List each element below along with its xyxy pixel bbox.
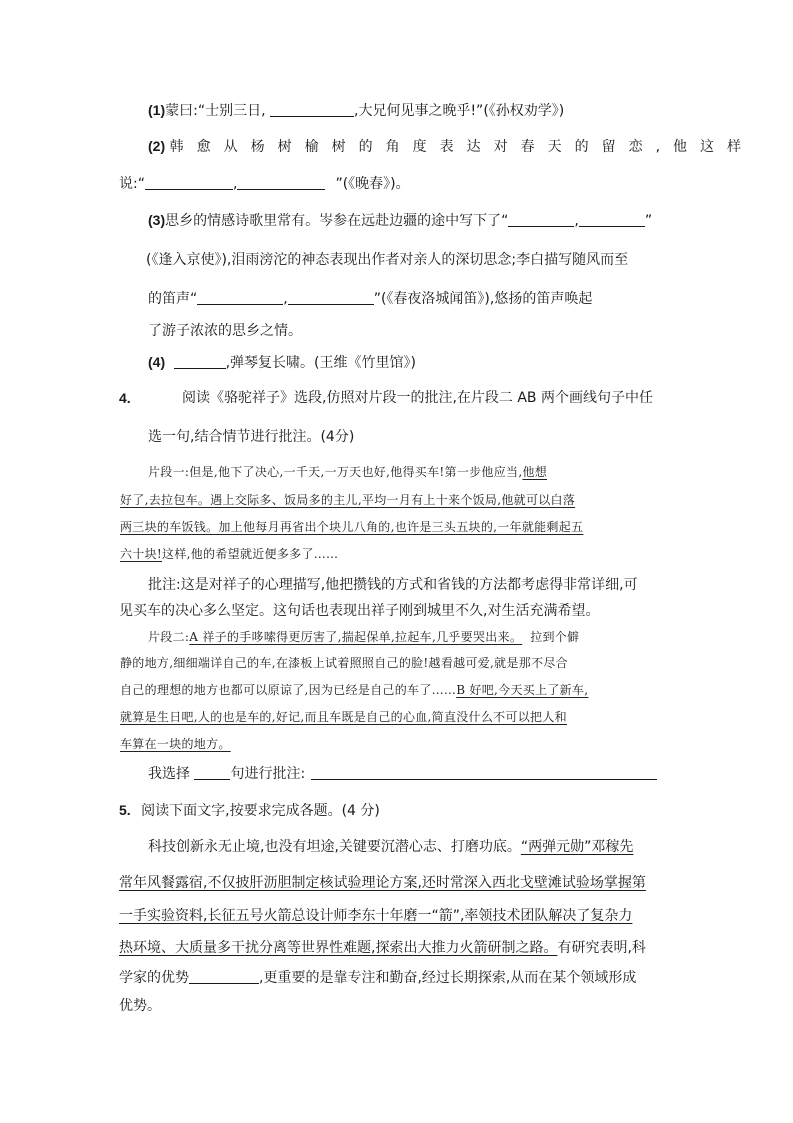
fill-blank[interactable]: [270, 102, 354, 117]
q3-item-3-line-2: [146, 250, 628, 270]
fill-blank[interactable]: [579, 212, 645, 227]
fragment-2-line-1: 片段二:A 祥子的手哆嗦得更厉害了,揣起保单,拉起车,几乎要哭出来。 拉到个僻: [148, 630, 580, 644]
q3-item-2: [148, 136, 754, 157]
fragment-1-line-1: 片段一:但是,他下了决心,一千天,一万天也好,他得买车!第一步他应当,他想: [148, 465, 548, 479]
q3-item-3-text-h: 了游子浓浓的思乡之情。: [148, 323, 302, 339]
sentence-b: B 好吧,今天买上了新车,: [456, 683, 589, 697]
fragment-2-line-4: 就算是生日吧,人的也是车的,好记,而且车既是自己的心血,简直没什么不可以把人和: [120, 710, 567, 724]
q5-text-line-3: 一手实验资料,长征五号火箭总设计师李东十年磨一“箭”,率领技术团队解决了复杂力: [119, 908, 633, 924]
fill-blank[interactable]: [288, 290, 374, 305]
fill-blank[interactable]: [189, 969, 259, 984]
fragment-1-line-2: 好了,去拉包车。遇上交际多、饭局多的主儿,平均一月有上十来个饭局,他就可以白落: [120, 493, 576, 507]
q5-text-line-1: 科技创新永无止境,也没有坦途,关键要沉潜心志、打磨功底。“两弹元勋”邓稼先: [148, 839, 634, 855]
item-label: (1): [148, 102, 166, 118]
q3-item-1-text-a: 蒙曰:“士别三日,: [165, 103, 266, 119]
q3-item-3-text-f: ,: [283, 291, 288, 307]
q3-item-3-text-e: 的笛声“: [148, 291, 198, 307]
q5-text-line-4: 热环境、大质量多干扰分离等世界性难题,探索出大推力火箭研制之路。有研究表明,科: [119, 940, 646, 956]
q3-item-4: [148, 352, 416, 373]
fill-blank[interactable]: [145, 175, 233, 190]
fragment-2-line-3: 自己的理想的地方也都可以原谅了,因为已经是自己的车了……B 好吧,今天买上了新车,: [120, 683, 589, 697]
q3-item-3-line-3: [148, 289, 592, 309]
q3-item-3-text-a: 思乡的情感诗歌里常有。岑参在远赴边疆的途中写下了“: [165, 213, 509, 229]
annotation-answer-field[interactable]: [311, 765, 657, 780]
q3-item-3-line-4: [148, 321, 302, 341]
fill-blank[interactable]: [174, 354, 226, 369]
q5-text-line-5: 学家的优势 ,更重要的是靠专注和勤奋,经过长期探索,从而在某个领域形成: [119, 970, 637, 986]
annotation-line-1: 批注:这是对祥子的心理描写,他把攒钱的方式和省钱的方法都考虑得非常详细,可: [148, 577, 638, 593]
q4-stem-line-2: 选一句,结合情节进行批注。(4分): [148, 429, 355, 445]
fragment-1-line-3: 两三块的车饭钱。加上他每月再省出个块儿八角的,也许是三头五块的,一年就能剩起五: [120, 520, 584, 534]
q5-text-line-6: 优势。: [119, 998, 161, 1014]
q3-item-3-text-c: ”: [644, 213, 653, 229]
fill-blank[interactable]: [508, 212, 574, 227]
q3-item-4-text: ,弹琴复长啸。(王维《竹里馆》): [225, 355, 416, 371]
item-label: (2): [148, 138, 166, 154]
q3-item-2-line-2: [119, 174, 410, 194]
fragment-1-line-4: 六十块!这样,他的希望就近便多多了……: [120, 547, 339, 561]
q4-stem-line-1: 阅读《骆驼祥子》选段,仿照对片段一的批注,在片段二 AB 两个画线句子中任: [182, 390, 653, 406]
item-label: (4): [148, 354, 166, 370]
q3-item-2-text-a: 韩愈从杨树榆树的角度表达对春天的留恋,他这样: [169, 139, 755, 155]
fill-blank[interactable]: [197, 290, 283, 305]
sentence-a: A 祥子的手哆嗦得更厉害了,揣起保单,拉起车,几乎要哭出来。: [189, 630, 523, 644]
fill-blank[interactable]: [237, 175, 325, 190]
q3-item-2-text-d: ”(《晚春》)。: [335, 176, 410, 192]
fragment-2-line-2: 静的地方,细细端详自己的车,在漆板上试着照照自己的脸!越看越可爱,就是那不尽合: [120, 656, 568, 670]
q5-text-line-2: 常年风餐露宿,不仅披肝沥胆制定核试验理论方案,还时常深入西北戈壁滩试验场掌握第: [119, 875, 646, 891]
q3-item-2-text-b: 说:“: [119, 176, 145, 192]
q3-item-3-text-d: (《逢入京使》),泪雨滂沱的神态表现出作者对亲人的深切思念;李白描写随风而至: [146, 252, 629, 268]
q3-item-3-text-g: ”(《春夜洛城闻笛》),悠扬的笛声唤起: [373, 291, 593, 307]
fragment-2-line-5: 车算在一块的地方。: [120, 737, 231, 751]
q3-item-3-text-b: ,: [574, 213, 579, 229]
sentence-choice-blank[interactable]: [194, 765, 230, 780]
q3-item-1: [148, 100, 564, 121]
q3-item-1-text-b: ,大兄何见事之晚乎!”(《孙权劝学》): [354, 103, 565, 119]
answer-line: 我选择 句进行批注:: [148, 764, 657, 784]
q4-number: 4.: [119, 390, 131, 406]
q3-item-3: [148, 210, 652, 231]
item-label: (3): [148, 212, 166, 228]
q5-stem: 5. 阅读下面文字,按要求完成各题。(4 分): [119, 802, 380, 819]
annotation-line-2: 见买车的决心多么坚定。这句话也表现出祥子刚到城里不久,对生活充满希望。: [119, 603, 600, 619]
q3-item-2-text-c: ,: [232, 176, 238, 192]
